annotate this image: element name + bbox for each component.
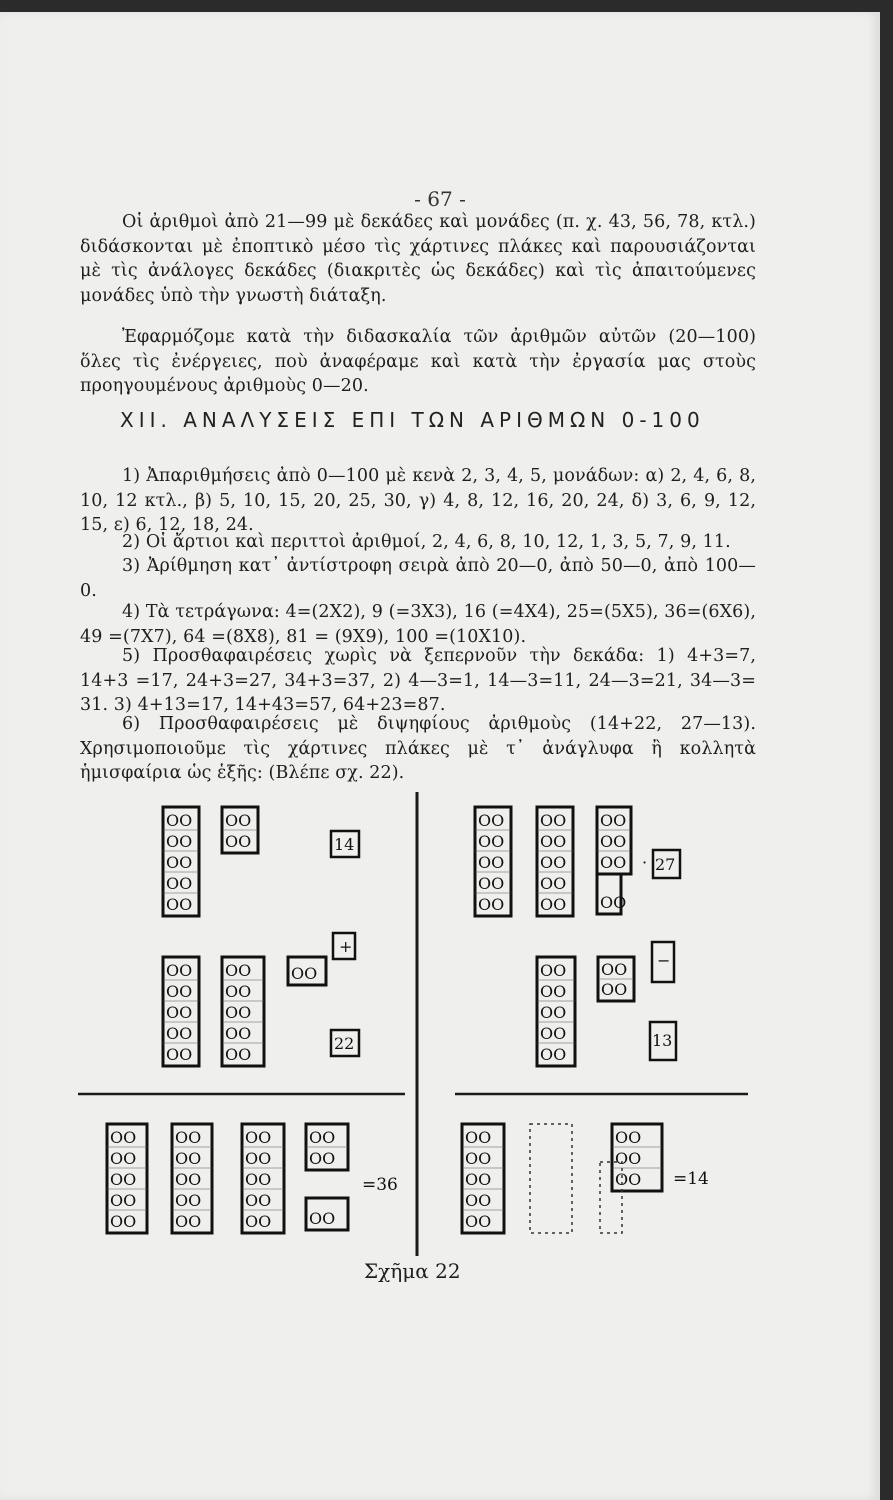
tile-cell: OO bbox=[465, 1212, 492, 1231]
tile-cell: OO bbox=[166, 811, 193, 830]
tile-cell: OO bbox=[478, 895, 505, 914]
tile-cell: OO bbox=[225, 1045, 252, 1064]
tile-cell: OO bbox=[110, 1128, 137, 1147]
tile-cell: OO bbox=[540, 1024, 567, 1043]
list-item-6: 6) Προσθαφαιρέσεις μὲ διψηφίους ἀριθμοὺς (14+22, 27—13). Χρησιμοποιοῦμε τὶς χάρτινες πλάκες μὲ τ᾿ ἀνάγλυφα ἢ κολλητὰ ἡμισφαίρια ὡς ἑξῆς: (Βλέπε σχ. 22). bbox=[80, 714, 756, 783]
tile-cell: OO bbox=[465, 1149, 492, 1168]
tile-cell: OO bbox=[110, 1170, 137, 1189]
tile-cell: OO bbox=[600, 853, 627, 872]
tile-cell: OO bbox=[225, 961, 252, 980]
tile-cell: OO bbox=[175, 1128, 202, 1147]
tile-cell: OO bbox=[540, 874, 567, 893]
intro-paragraph-2: Ἐφαρμόζομε κατὰ τὴν διδασκαλία τῶν ἀριθμῶν αὐτῶν (20—100) ὅλες τὶς ἐνέργειες, ποὺ ἀναφέραμε καὶ κατὰ τὴν ἐργασία μας στοὺς προηγουμένους ἀριθμοὺς 0—20. bbox=[80, 327, 756, 396]
tile-cell: OO bbox=[540, 1003, 567, 1022]
removed-tile-column bbox=[530, 1124, 572, 1233]
tile-cell: OO bbox=[540, 1045, 567, 1064]
tile-cell: OO bbox=[166, 1003, 193, 1022]
tile-cell: OO bbox=[615, 1170, 642, 1189]
tile-cell: OO bbox=[245, 1149, 272, 1168]
intro-paragraph-1: Οἱ ἀριθμοὶ ἀπὸ 21—99 μὲ δεκάδες καὶ μονάδες (π. χ. 43, 56, 78, κτλ.) διδάσκονται μὲ ἐποπτικὸ μέσο τὶς χάρτινες πλάκες καὶ παρουσιάζονται μὲ τὶς ἀνάλογες δεκάδες (διακριτὲς ὡς δεκάδες) καὶ τὶς ἀπαιτούμενες μονάδες ὑπὸ τὴν γνωστὴ διάταξη. bbox=[80, 212, 756, 306]
tile-cell: OO bbox=[540, 832, 567, 851]
tile-cell: OO bbox=[540, 961, 567, 980]
list-item-3: 3) Ἀρίθμηση κατ᾿ ἀντίστροφη σειρὰ ἀπὸ 20—0, ἀπὸ 50—0, ἀπὸ 100—0. bbox=[80, 556, 756, 601]
left-second-number: 22 bbox=[334, 1034, 355, 1053]
tile-cell: OO bbox=[225, 832, 252, 851]
tile-cell: OO bbox=[166, 874, 193, 893]
tile-cell: OO bbox=[110, 1149, 137, 1168]
tile-cell: OO bbox=[540, 895, 567, 914]
tile-cell: OO bbox=[110, 1191, 137, 1210]
tile-cell: OO bbox=[245, 1128, 272, 1147]
tile-cell: OO bbox=[175, 1149, 202, 1168]
tile-cell: OO bbox=[309, 1149, 336, 1168]
list-item-4: 4) Τὰ τετράγωνα: 4=(2Χ2), 9 (=3Χ3), 16 (=4Χ4), 25=(5Χ5), 36=(6Χ6), 49 =(7Χ7), 64 =(8Χ8), 81 = (9Χ9), 100 =(10Χ10). bbox=[80, 602, 756, 647]
tile-cell: OO bbox=[245, 1212, 272, 1231]
right-second-number: 13 bbox=[652, 1031, 673, 1050]
tile-cell: OO bbox=[166, 961, 193, 980]
right-first-number: 27 bbox=[655, 855, 676, 874]
left-result: =36 bbox=[362, 1175, 398, 1195]
tile-cell: OO bbox=[245, 1170, 272, 1189]
tile-cell: OO bbox=[478, 853, 505, 872]
tile-cell: OO bbox=[478, 832, 505, 851]
tile-cell: OO bbox=[309, 1128, 336, 1147]
tile-cell: OO bbox=[465, 1170, 492, 1189]
tile-cell: OO bbox=[465, 1191, 492, 1210]
tile-cell: OO bbox=[540, 982, 567, 1001]
right-minus-sign: − bbox=[657, 951, 671, 970]
tile-cell: OO bbox=[175, 1170, 202, 1189]
figure-cells bbox=[107, 807, 662, 1233]
tile-cell: OO bbox=[166, 895, 193, 914]
tile-cell: OO bbox=[175, 1212, 202, 1231]
tile-cell: OO bbox=[601, 980, 628, 999]
section-heading: XII. ΑΝΑΛΥΣΕΙΣ ΕΠΙ ΤΩΝ ΑΡΙΘΜΩΝ 0-100 bbox=[120, 408, 705, 432]
tile-cell: OO bbox=[540, 811, 567, 830]
tile-cell: OO bbox=[166, 1045, 193, 1064]
tile-cell: OO bbox=[110, 1212, 137, 1231]
figure-caption: Σχῆμα 22 bbox=[364, 1259, 461, 1283]
tile-cell: OO bbox=[225, 811, 252, 830]
tile-cell: OO bbox=[615, 1128, 642, 1147]
book-page bbox=[0, 12, 880, 1500]
tile-cell: OO bbox=[175, 1191, 202, 1210]
tile-cell: OO bbox=[601, 960, 628, 979]
tile-cell: OO bbox=[615, 1149, 642, 1168]
tile-cell: OO bbox=[166, 1024, 193, 1043]
list-item-1: 1) Ἀπαριθμήσεις ἀπὸ 0—100 μὲ κενὰ 2, 3, 4, 5, μονάδων: α) 2, 4, 6, 8, 10, 12 κτλ., β) 5, 10, 15, 20, 25, 30, γ) 4, 8, 12, 16, 20, 24, δ) 3, 6, 9, 12, 15, ε) 6, 12, 18, 24. bbox=[80, 466, 756, 535]
tile-cell: OO bbox=[291, 964, 318, 983]
list-item-5: 5) Προσθαφαιρέσεις χωρὶς νὰ ξεπερνοῦν τὴν δεκάδα: 1) 4+3=7, 14+3 =17, 24+3=27, 34+3=37, 2) 4—3=1, 14—3=11, 24—3=21, 34—3= 31. 3) 4+13=17, 14+43=57, 64+23=87. bbox=[80, 646, 756, 715]
tile-cell: OO bbox=[478, 811, 505, 830]
tile-cell: OO bbox=[166, 853, 193, 872]
tile-cell: OO bbox=[465, 1128, 492, 1147]
tile-cell: OO bbox=[600, 811, 627, 830]
tile-cell: OO bbox=[600, 832, 627, 851]
tile-cell: OO bbox=[309, 1209, 336, 1228]
tile-cell: OO bbox=[225, 982, 252, 1001]
page-number: - 67 - bbox=[414, 187, 466, 211]
tile-cell: OO bbox=[600, 893, 627, 912]
tile-cell: OO bbox=[166, 832, 193, 851]
tile-cell: OO bbox=[540, 853, 567, 872]
tile-cell: OO bbox=[225, 1003, 252, 1022]
tile-cell: OO bbox=[166, 982, 193, 1001]
left-plus-sign: + bbox=[339, 937, 353, 956]
list-item-2: 2) Οἱ ἄρτιοι καὶ περιττοὶ ἀριθμοί, 2, 4, 6, 8, 10, 12, 1, 3, 5, 7, 9, 11. bbox=[122, 532, 731, 552]
tile-cell: OO bbox=[478, 874, 505, 893]
right-dot: · bbox=[642, 853, 648, 872]
left-first-number: 14 bbox=[334, 835, 355, 854]
tile-cell: OO bbox=[245, 1191, 272, 1210]
right-result: =14 bbox=[673, 1169, 709, 1189]
tile-cell: OO bbox=[225, 1024, 252, 1043]
